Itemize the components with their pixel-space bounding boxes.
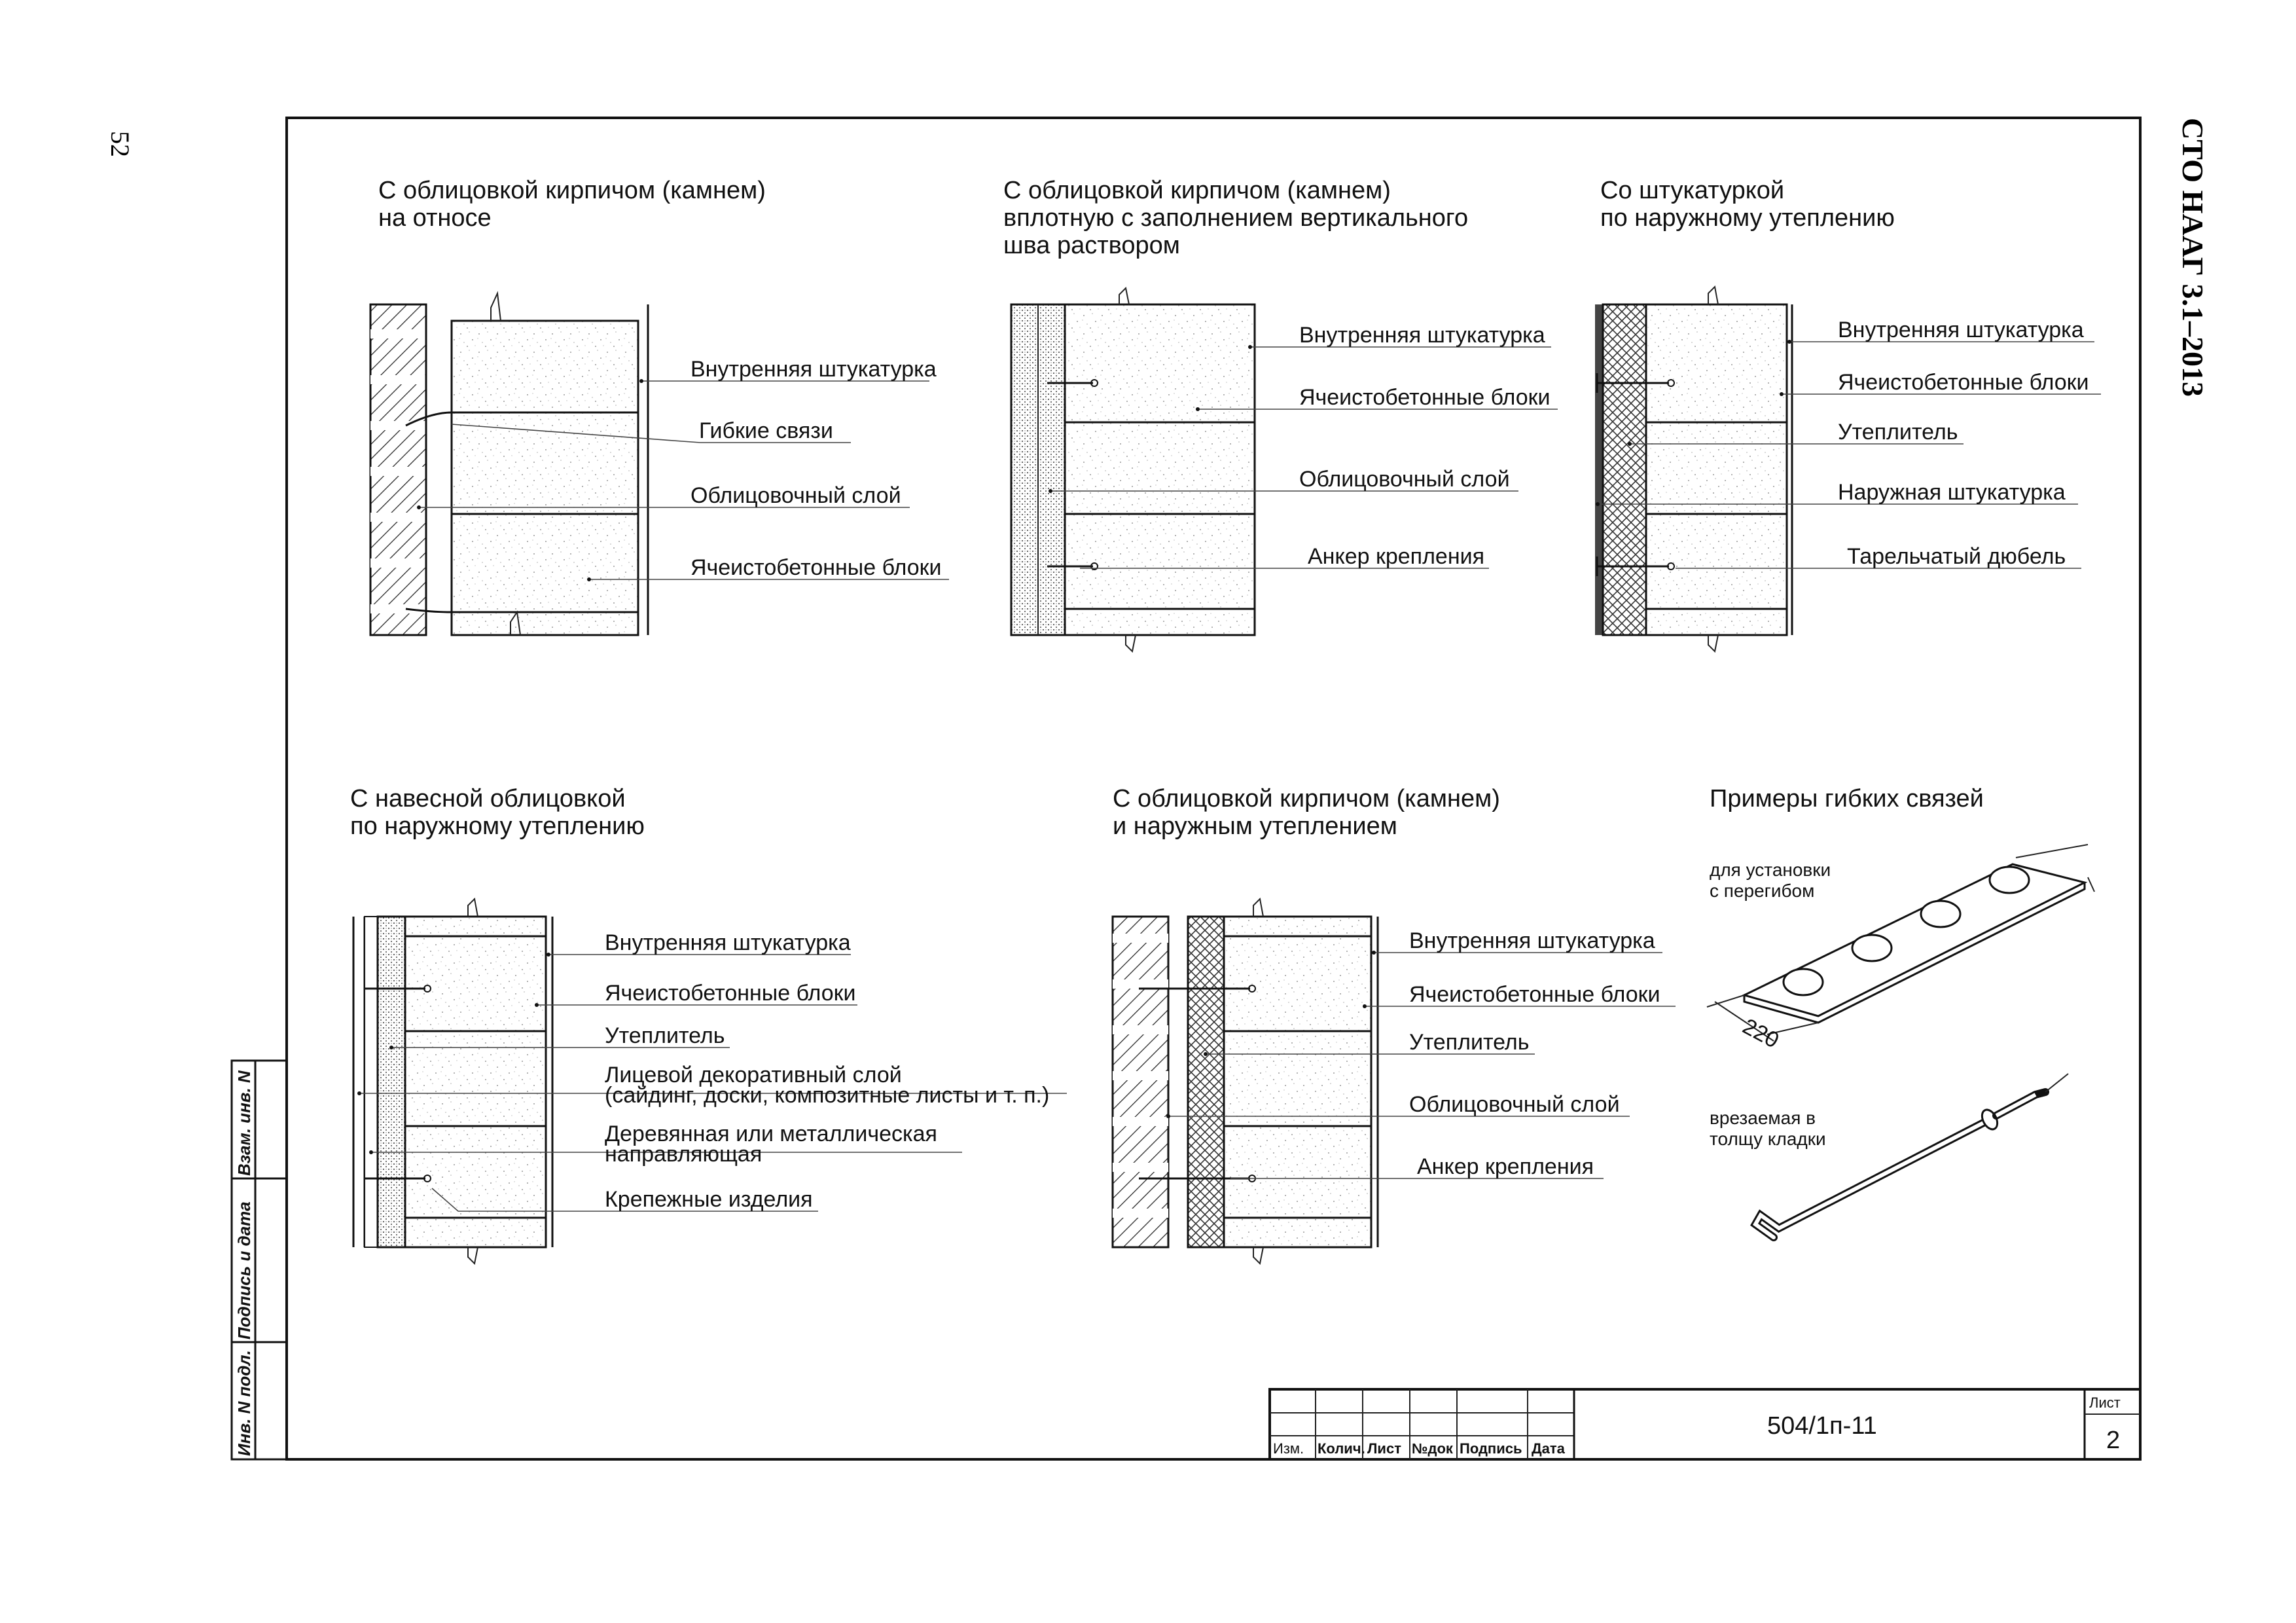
detail-3 (1595, 177, 2101, 651)
brick-facing-1 (370, 304, 426, 635)
stamp-signature-date: Подпись и дата (234, 1201, 254, 1340)
brick-facing-5 (1113, 917, 1168, 1247)
sheet-number: 2 (2106, 1427, 2121, 1454)
aerated-blocks-3 (1646, 304, 1787, 635)
detail-2-label-3: Облицовочный слой (1299, 467, 1510, 492)
flex-ties (1707, 785, 2094, 1237)
detail-2-title-line-1: С облицовкой кирпичом (камнем) (1003, 177, 1391, 204)
detail-4-title-line-1: С навесной облицовкой (350, 785, 626, 812)
detail-2-label-4: Анкер крепления (1308, 544, 1485, 569)
detail-4-label-8: Крепежные изделия (605, 1187, 813, 1212)
outer-plaster-3 (1595, 304, 1603, 635)
detail-2-title-line-3: шва раствором (1003, 232, 1180, 259)
cut-in-rod-tie (1755, 1074, 2068, 1237)
detail-4-label-7: направляющая (605, 1142, 762, 1167)
detail-3-label-3: Утеплитель (1838, 420, 1958, 445)
detail-2-title-line-2: вплотную с заполнением вертикального (1003, 204, 1469, 232)
plate-dimension: 220 (1738, 1013, 1784, 1053)
detail-4-label-3: Утеплитель (605, 1023, 725, 1048)
detail-2-label-1: Внутренняя штукатурка (1299, 323, 1545, 348)
detail-4 (350, 785, 1067, 1264)
detail-3-title-line-1: Со штукатуркой (1600, 177, 1785, 204)
detail-4-label-1: Внутренняя штукатурка (605, 930, 851, 955)
col-izm: Изм. (1273, 1440, 1304, 1457)
aerated-blocks-4 (405, 917, 546, 1247)
rod-caption-line-2: толщу кладки (1710, 1129, 1826, 1149)
insulation-4 (378, 917, 405, 1247)
detail-3-title-line-2: по наружному утеплению (1600, 204, 1895, 232)
detail-5-label-4: Облицовочный слой (1409, 1092, 1620, 1117)
stamp-replace-inv: Взам. инв. N (234, 1070, 254, 1176)
detail-1-label-3: Облицовочный слой (691, 483, 901, 508)
document-code: 504/1п-11 (1767, 1412, 1877, 1440)
plate-caption-line-1: для установки (1710, 860, 1831, 880)
detail-4-label-5: (сайдинг, доски, композитные листы и т. п.) (605, 1083, 1050, 1108)
detail-1-label-2: Гибкие связи (699, 418, 833, 443)
detail-5-title-line-1: С облицовкой кирпичом (камнем) (1113, 785, 1500, 812)
col-data: Дата (1532, 1440, 1565, 1457)
detail-3-label-1: Внутренняя штукатурка (1838, 318, 2084, 342)
detail-5-title-line-2: и наружным утеплением (1113, 812, 1397, 840)
aerated-blocks-5 (1224, 917, 1371, 1247)
detail-5-label-5: Анкер крепления (1417, 1154, 1594, 1179)
detail-2 (1003, 177, 1558, 651)
detail-1 (370, 177, 949, 635)
detail-1-title-line-2: на относе (378, 204, 492, 232)
detail-1-label-1: Внутренняя штукатурка (691, 357, 937, 382)
standard-code: СТО НААГ 3.1–2013 (2176, 118, 2210, 397)
detail-5-label-1: Внутренняя штукатурка (1409, 928, 1655, 953)
detail-5 (1113, 785, 1676, 1264)
detail-1-label-4: Ячеистобетонные блоки (691, 555, 942, 580)
detail-3-label-4: Наружная штукатурка (1838, 480, 2066, 505)
detail-5-label-3: Утеплитель (1409, 1030, 1530, 1055)
stamp-inv-original: Инв. N подл. (234, 1350, 254, 1456)
detail-2-label-2: Ячеистобетонные блоки (1299, 385, 1551, 410)
col-ndok: №док (1412, 1440, 1453, 1457)
side-stamp (232, 1061, 287, 1459)
col-podpis: Подпись (1460, 1440, 1522, 1457)
detail-4-label-2: Ячеистобетонные блоки (605, 981, 856, 1006)
title-block (1270, 1389, 2140, 1459)
detail-1-title-line-1: С облицовкой кирпичом (камнем) (378, 177, 766, 204)
detail-4-label-4: Лицевой декоративный слой (605, 1063, 902, 1087)
page-number: 52 (105, 131, 135, 157)
rod-caption-line-1: врезаемая в (1710, 1108, 1816, 1128)
guide-rail-4 (365, 917, 378, 1247)
detail-3-label-5: Тарельчатый дюбель (1847, 544, 2066, 569)
sheet-label: Лист (2089, 1395, 2121, 1411)
detail-4-title-line-2: по наружному утеплению (350, 812, 645, 840)
aerated-blocks-2 (1065, 304, 1255, 635)
detail-4-label-6: Деревянная или металлическая (605, 1122, 937, 1146)
col-kolich: Колич. (1318, 1440, 1365, 1457)
flex-ties-title: Примеры гибких связей (1710, 785, 1984, 812)
insulation-5 (1188, 917, 1224, 1247)
detail-5-label-2: Ячеистобетонные блоки (1409, 982, 1660, 1007)
plate-caption-line-2: с перегибом (1710, 881, 1815, 901)
insulation-3 (1603, 304, 1646, 635)
aerated-blocks-1 (452, 321, 638, 635)
detail-3-label-2: Ячеистобетонные блоки (1838, 370, 2089, 395)
col-list: Лист (1367, 1440, 1401, 1457)
